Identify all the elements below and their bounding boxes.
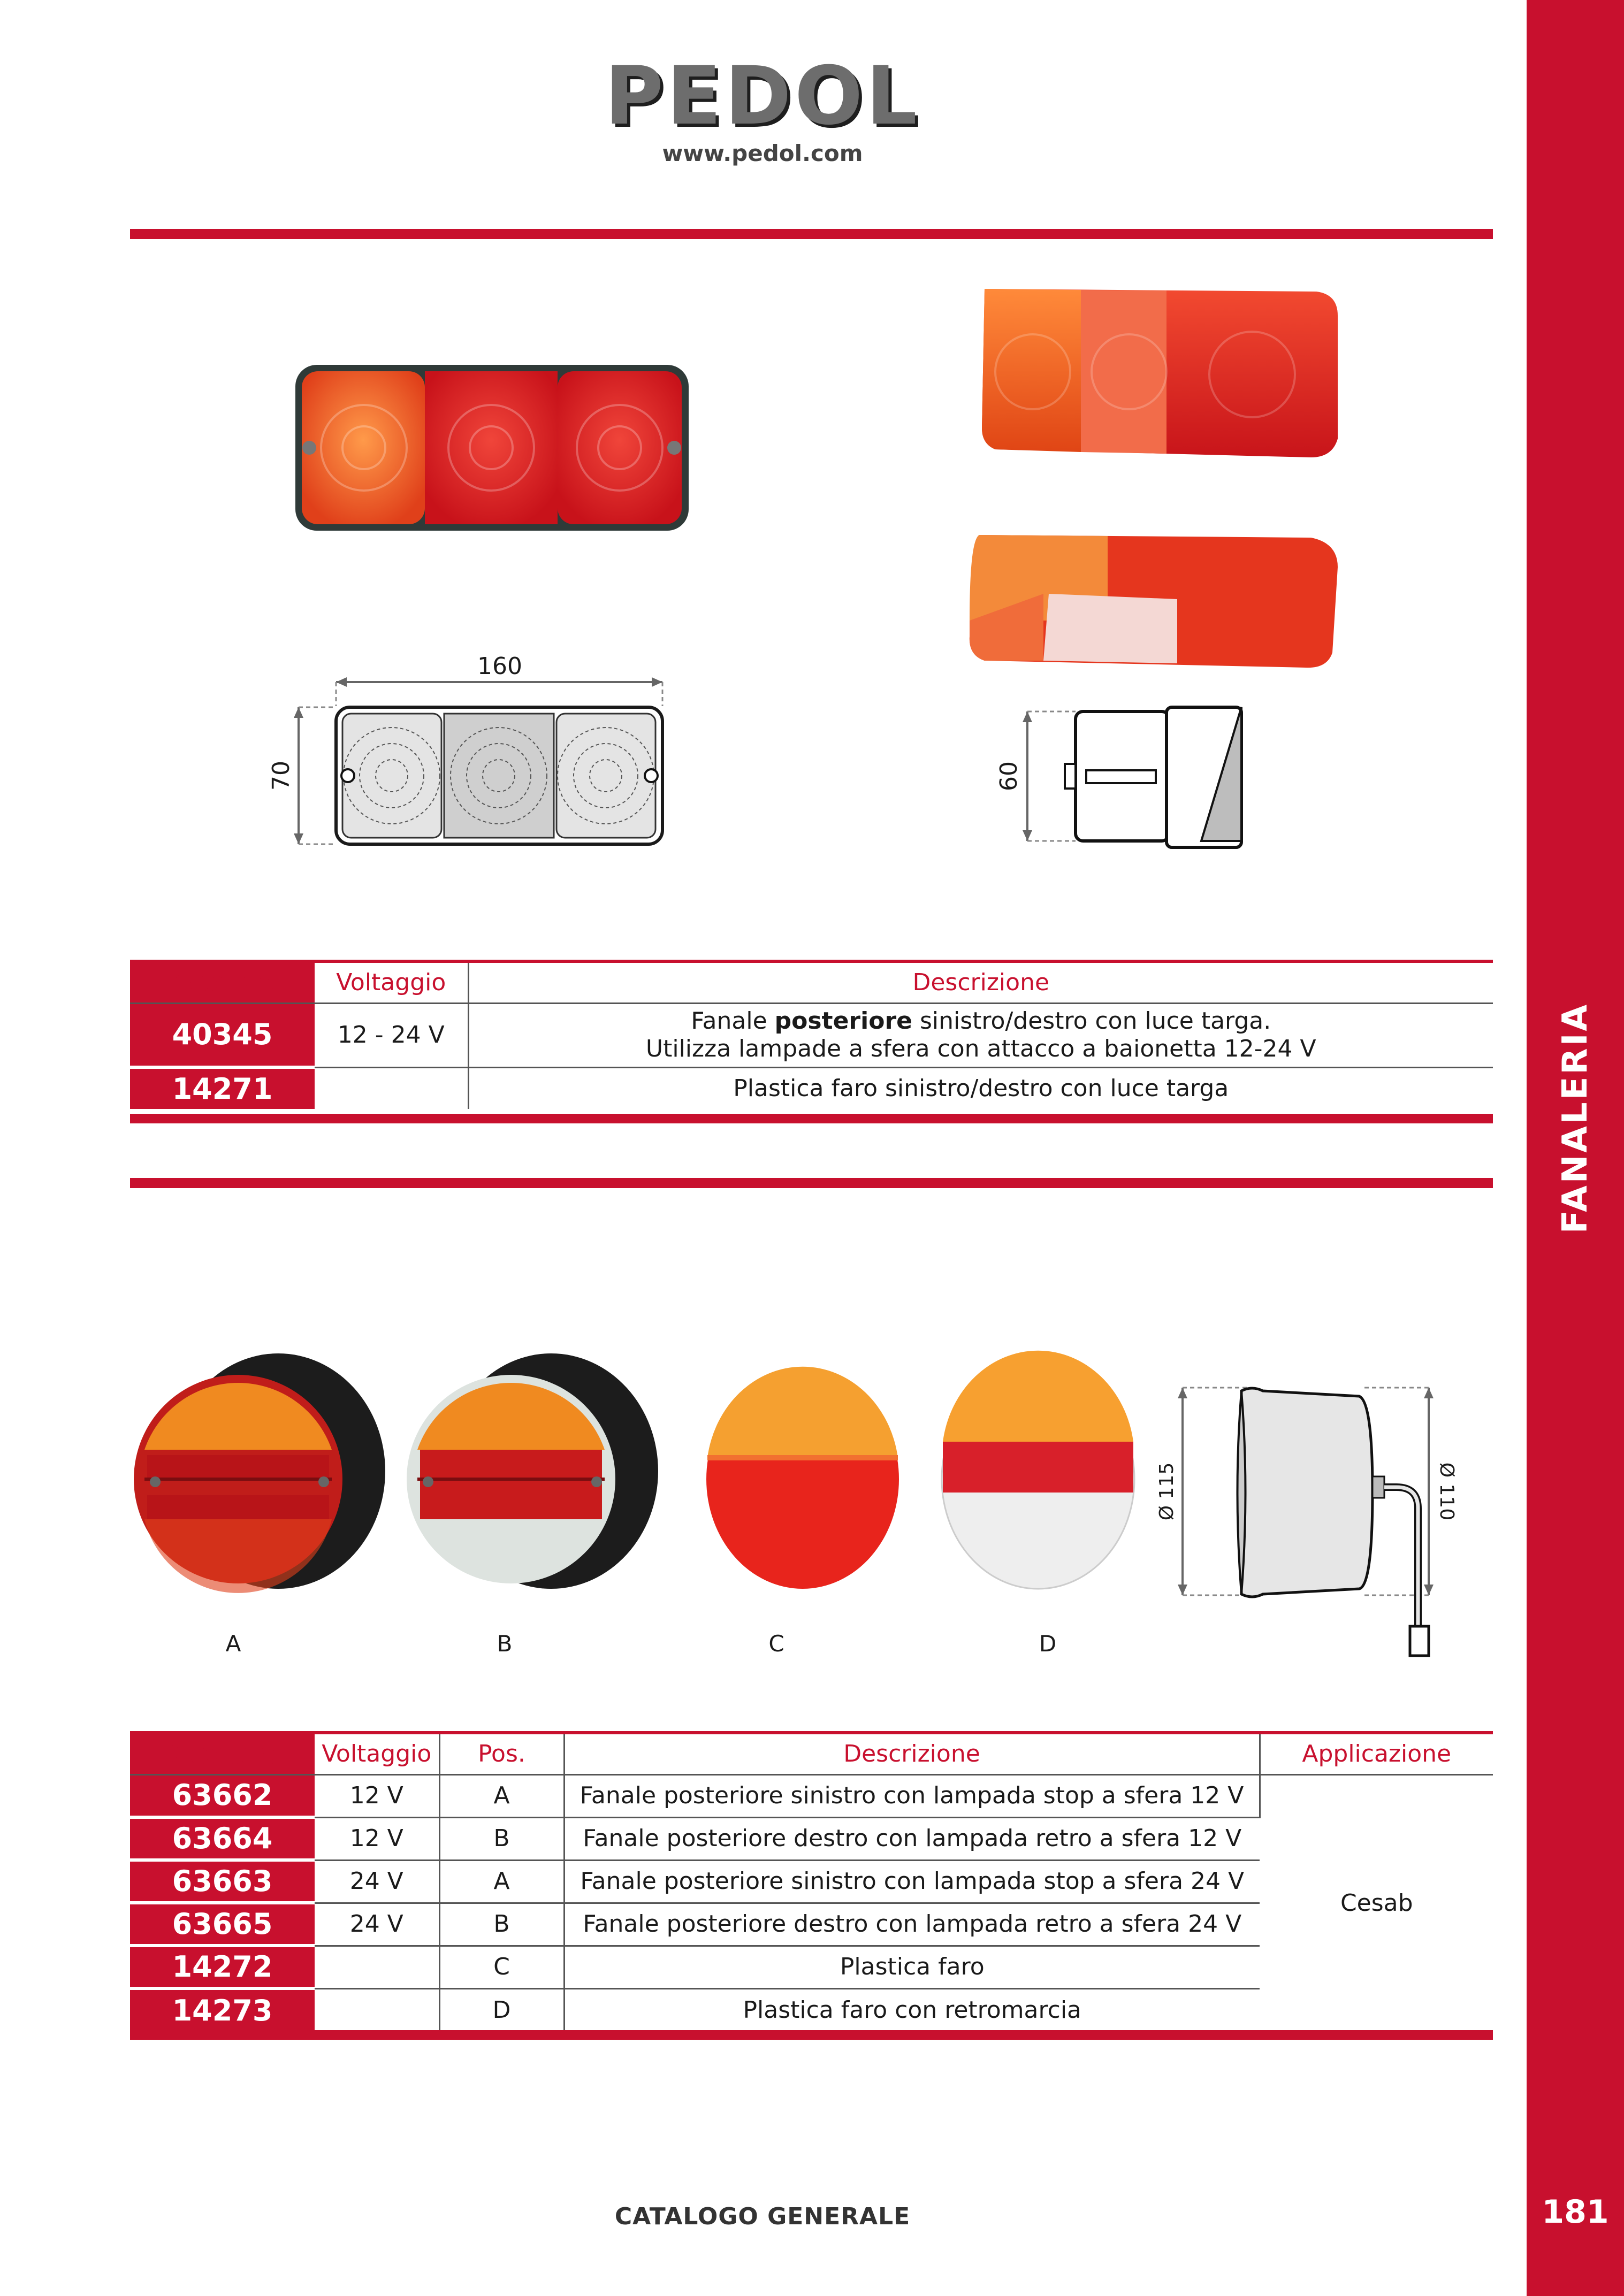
section-rule xyxy=(130,1178,1493,1188)
row-application: Cesab xyxy=(1340,1889,1413,1917)
round-lamp-side-drawing xyxy=(1156,1375,1498,1674)
row-position: B xyxy=(439,1903,564,1946)
row-description: Plastica faro sinistro/destro con luce targa xyxy=(733,1074,1229,1102)
row-code: 63664 xyxy=(130,1817,315,1860)
rectangular-lamp-bottom-photo xyxy=(963,524,1348,674)
lamp-label-c: C xyxy=(768,1631,784,1657)
brand-logo: PEDOL xyxy=(604,50,920,143)
row-description: Fanale posteriore destro con lampada retro a sfera 12 V xyxy=(564,1817,1260,1860)
row-code: 63662 xyxy=(130,1774,315,1817)
dim-inner: Ø 110 xyxy=(1436,1462,1458,1521)
page-number: 181 xyxy=(1542,2193,1609,2231)
header-rule xyxy=(130,229,1493,239)
row-voltage: 24 V xyxy=(315,1903,439,1946)
row-description: Fanale posteriore sinistro con lampada stop a sfera 12 V xyxy=(564,1774,1260,1817)
round-lamp-b-photo xyxy=(407,1348,664,1594)
round-lamp-c-photo xyxy=(701,1361,904,1597)
row-voltage: 24 V xyxy=(315,1860,439,1903)
row-voltage xyxy=(315,1988,439,2031)
row-position: C xyxy=(439,1946,564,1988)
row-position: A xyxy=(439,1774,564,1817)
row-description: Fanale posteriore sinistro con lampada stop a sfera 24 V xyxy=(564,1860,1260,1903)
dim-outer: Ø 115 xyxy=(1156,1462,1178,1521)
row-position: D xyxy=(439,1988,564,2031)
col-position: Pos. xyxy=(439,1733,564,1774)
footer-label: CATALOGO GENERALE xyxy=(614,2203,911,2230)
col-description: Descrizione xyxy=(564,1733,1260,1774)
table-row xyxy=(130,1067,1493,1109)
col-voltage: Voltaggio xyxy=(315,1733,439,1774)
row-description: Fanale posteriore destro con lampada retro a sfera 24 V xyxy=(564,1903,1260,1946)
row-code: 14272 xyxy=(130,1946,315,1988)
rectangular-lamp-angled-photo xyxy=(974,278,1354,471)
product2-table xyxy=(130,1731,1493,2031)
col-code: Codice xyxy=(130,961,315,1003)
round-lamp-a-photo xyxy=(134,1348,391,1594)
table1-bottom-rule xyxy=(130,1114,1493,1123)
row-description: Plastica faro con retromarcia xyxy=(743,1996,1082,2024)
row-voltage: 12 V xyxy=(315,1774,439,1817)
table-row xyxy=(130,1774,1493,1817)
row-voltage: 12 - 24 V xyxy=(315,1003,468,1067)
row-code: 40345 xyxy=(130,1003,315,1067)
lamp-label-d: D xyxy=(1039,1631,1057,1657)
lamp-label-b: B xyxy=(497,1631,513,1657)
front-dimension-drawing xyxy=(268,647,685,856)
col-code: Codice xyxy=(130,1733,315,1774)
product1-table xyxy=(130,960,1493,1109)
side-dimension-drawing xyxy=(985,701,1263,856)
dim-depth: 60 xyxy=(995,761,1023,791)
row-code: 63663 xyxy=(130,1860,315,1903)
table2-bottom-rule xyxy=(130,2030,1493,2040)
row-description: Plastica faro xyxy=(564,1946,1260,1988)
row-position: B xyxy=(439,1817,564,1860)
row-voltage xyxy=(315,1067,468,1109)
section-title: FANALERIA xyxy=(1556,1002,1595,1234)
col-description: Descrizione xyxy=(468,961,1493,1003)
rectangular-lamp-front-photo xyxy=(289,358,696,540)
round-lamp-d-photo xyxy=(936,1361,1140,1597)
brand-url[interactable]: www.pedol.com xyxy=(662,140,863,166)
dim-width: 160 xyxy=(477,653,522,680)
row-code: 14273 xyxy=(130,1988,315,2031)
col-voltage: Voltaggio xyxy=(315,961,468,1003)
row-voltage: 12 V xyxy=(315,1817,439,1860)
row-voltage xyxy=(315,1946,439,1988)
col-application: Applicazione xyxy=(1260,1733,1493,1774)
row-position: A xyxy=(439,1860,564,1903)
row-code: 14271 xyxy=(130,1067,315,1109)
lamp-label-a: A xyxy=(225,1631,241,1657)
table-row xyxy=(130,1003,1493,1067)
dim-height: 70 xyxy=(268,761,295,791)
row-description: Fanale posteriore sinistro/destro con luce targa. Utilizza lampade a sfera con attacco a baionetta 12-24 V xyxy=(468,1003,1493,1067)
row-code: 63665 xyxy=(130,1903,315,1946)
